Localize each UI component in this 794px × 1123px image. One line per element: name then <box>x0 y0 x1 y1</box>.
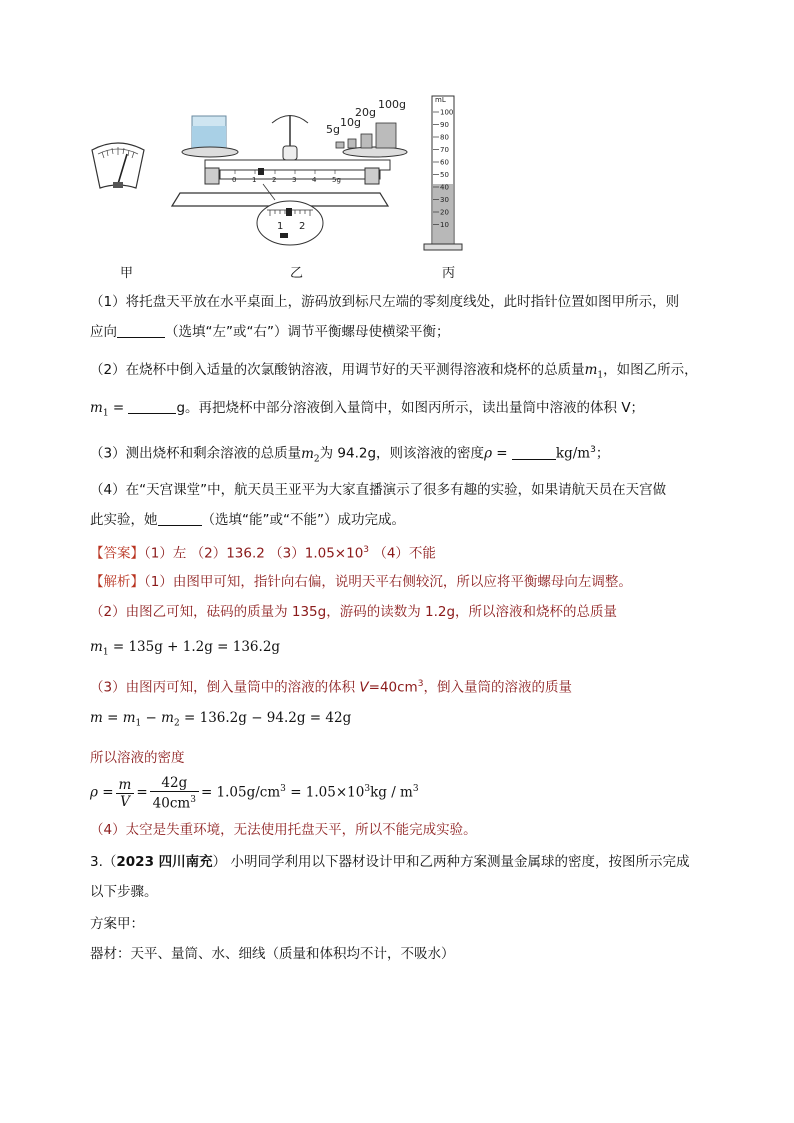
analysis-line3: （3）由图丙可知，倒入量筒中的溶液的体积 $V=40cm^3$，倒入量筒的溶液的质量 <box>90 679 572 696</box>
caption-jia: 甲 <box>120 266 134 281</box>
caption-bing: 丙 <box>442 266 456 281</box>
analysis-eq1: $m_1 = 135g + 1.2g = 136.2g$ <box>90 639 281 658</box>
zoom-1: 1 <box>277 221 284 232</box>
q3-line: （3）测出烧杯和剩余溶液的总质量$m_2$为 94.2g，则该溶液的密度$\rho = kg/m^3$； <box>90 445 610 465</box>
next-q-line3: 方案甲： <box>90 916 144 932</box>
analysis-eq2: $m = m_1 - m_2 = 136.2g - 94.2g = 42g$ <box>90 710 352 729</box>
cylinder-unit: mL <box>435 96 446 104</box>
analysis-line1: 【解析】（1）由图甲可知，指针向右偏，说明天平右侧较沉，所以应将平衡螺母向左调整。 <box>90 574 632 590</box>
cylinder-tick-label: 80 <box>440 133 449 142</box>
cylinder-tick-label: 50 <box>440 171 449 179</box>
weight-label-10g: 10g <box>340 116 361 129</box>
pointer-dial-figure <box>92 143 144 188</box>
scale-4: 4 <box>312 176 317 184</box>
analysis-line2: （2）由图乙可知，砝码的质量为 135g，游码的读数为 1.2g，所以溶液和烧杯的总质量 <box>90 604 618 620</box>
q2-line1: （2）在烧杯中倒入适量的次氯酸钠溶液，用调节好的天平测得溶液和烧杯的总质量$m_1$，如图乙所示， <box>90 362 698 381</box>
cylinder-tick-label: 10 <box>440 221 449 229</box>
q4-line1: （4）在“天宫课堂”中，航天员王亚平为大家直播演示了很多有趣的实验，如果请航天员在天宫做 <box>90 482 667 498</box>
cylinder-tick-label: 60 <box>440 158 449 167</box>
analysis-eq3: ρ = $\frac{m}{V}$ = $\frac{42g}{40cm^3}$ = $1.05g/cm^3 = 1.05\times 10^3kg / m^3$ <box>90 774 419 812</box>
answer-line: 【答案】（1）左 （2）136.2 $(3)1.05\times 10^3$ （4）不能 <box>90 545 436 562</box>
cylinder-tick-label: 40 <box>440 183 449 192</box>
q2-blank <box>128 399 176 414</box>
q2-line2: $m_1 = g$。再把烧杯中部分溶液倒入量筒中，如图丙所示，读出量筒中溶液的体积 V； <box>90 400 645 419</box>
cylinder-tick-label: 70 <box>440 146 449 154</box>
next-q-line4: 器材：天平、量筒、水、细线（质量和体积均不计，不吸水） <box>90 946 455 962</box>
weight-label-100g: 100g <box>378 98 406 111</box>
next-q-line1: 3.（2023 四川南充） 小明同学利用以下器材设计甲和乙两种方案测量金属球的密度，按图所示完成 <box>90 854 690 870</box>
weight-label-20g: 20g <box>355 106 376 119</box>
scale-3: 3 <box>292 176 297 184</box>
cylinder-tick-label: 100 <box>440 108 454 117</box>
q1-line1: （1）将托盘天平放在水平桌面上，游码放到标尺左端的零刻度线处，此时指针位置如图甲所示，则 <box>90 294 680 310</box>
cylinder-tick-label: 30 <box>440 196 449 204</box>
q3-blank <box>512 445 556 460</box>
analysis-line5: （4）太空是失重环境，无法使用托盘天平，所以不能完成实验。 <box>90 822 477 838</box>
scale-1: 1 <box>252 176 257 184</box>
scale-5g: 5g <box>332 176 341 184</box>
balance-figure <box>80 88 480 278</box>
q1-blank <box>117 323 165 338</box>
zoom-2: 2 <box>299 221 306 232</box>
q4-line2: 此实验，她 （选填“能”或“不能”）成功完成。 <box>90 512 405 528</box>
q4-blank <box>158 511 202 526</box>
cylinder-figure <box>424 96 462 250</box>
cylinder-tick-label: 20 <box>440 208 449 217</box>
next-q-line2: 以下步骤。 <box>90 884 158 900</box>
scale-0: 0 <box>232 176 237 184</box>
caption-yi: 乙 <box>290 266 304 281</box>
cylinder-tick-label: 90 <box>440 121 449 129</box>
balance-figure-main <box>172 98 407 245</box>
analysis-line4: 所以溶液的密度 <box>90 750 185 766</box>
scale-2: 2 <box>272 176 277 184</box>
weight-label-5g: 5g <box>326 123 340 136</box>
q1-line2: 应向 （选填“左”或“右”）调节平衡螺母使横梁平衡； <box>90 324 450 340</box>
